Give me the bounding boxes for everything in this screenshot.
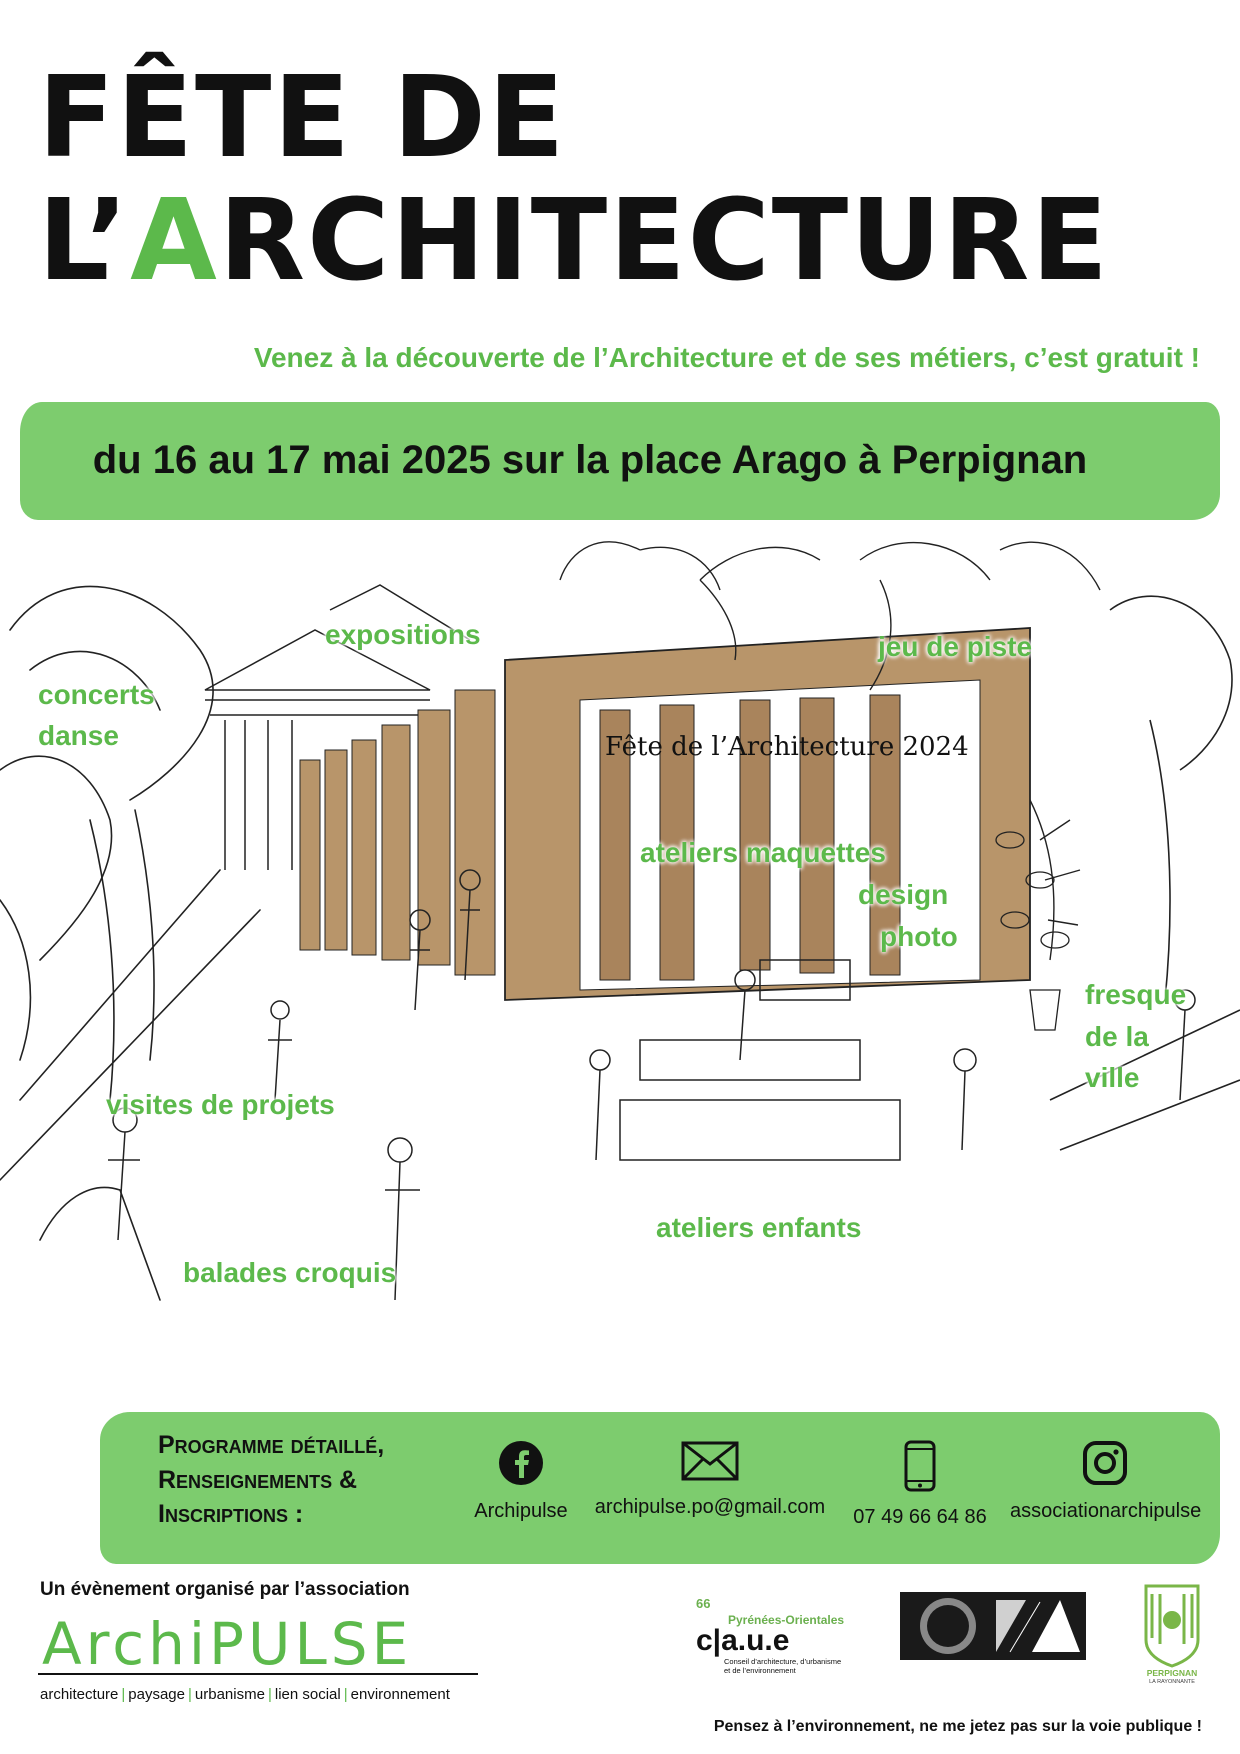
activity-visites: visites de projets bbox=[106, 1089, 335, 1120]
event-date: du 16 au 17 mai 2025 sur la place Arago à Perpignan bbox=[92, 438, 1088, 482]
contact-heading-line: Programme détaillé, bbox=[158, 1431, 385, 1459]
activity-ville: ville bbox=[1085, 1062, 1140, 1093]
perpignan-logo bbox=[1140, 1584, 1204, 1684]
tagline-item: architecture bbox=[40, 1686, 119, 1703]
organiser-text: Un évènement organisé par l’association bbox=[40, 1579, 410, 1600]
contact-heading bbox=[158, 1428, 448, 1532]
perpignan-motto: LA RAYONNANTE bbox=[1149, 1679, 1195, 1684]
contact-email[interactable] bbox=[590, 1440, 830, 1519]
tagline-item: environnement bbox=[350, 1686, 450, 1703]
activity-concerts: concerts bbox=[38, 679, 155, 710]
sketch-trees-right bbox=[1050, 596, 1240, 1150]
activity-ateliers-enfants: ateliers enfants bbox=[656, 1212, 862, 1243]
activity-balades-croquis: balades croquis bbox=[183, 1257, 397, 1288]
phone-icon bbox=[903, 1440, 937, 1492]
tagline-item: paysage bbox=[128, 1686, 185, 1703]
archipulse-wordmark: ArchiPULSE bbox=[42, 1610, 413, 1678]
subtitle: Venez à la découverte de l’Architecture et de ses métiers, c’est gratuit ! bbox=[253, 342, 1200, 373]
activity-fresque: fresque bbox=[1085, 979, 1187, 1010]
caue-region: Pyrénées-Orientales bbox=[728, 1613, 845, 1627]
contact-instagram-label: associationarchipulse bbox=[1010, 1500, 1202, 1522]
contact-facebook-label: Archipulse bbox=[474, 1500, 568, 1522]
contact-phone-label: 07 49 66 64 86 bbox=[853, 1506, 987, 1528]
caue-number: 66 bbox=[696, 1596, 711, 1611]
title-line-2 bbox=[38, 176, 1110, 306]
caue-line1: Conseil d’architecture, d’urbanisme bbox=[724, 1657, 842, 1666]
archipulse-tagline: architecture | paysage | urbanisme | lien social | environnement bbox=[40, 1686, 450, 1703]
mail-icon bbox=[681, 1440, 739, 1482]
contact-facebook[interactable] bbox=[466, 1440, 576, 1523]
ordre-architectes-logo bbox=[900, 1592, 1086, 1660]
title-line-1: FÊTE DE bbox=[38, 53, 567, 183]
title-rest: RCHITECTURE bbox=[218, 176, 1110, 306]
contact-email-label: archipulse.po@gmail.com bbox=[594, 1496, 826, 1518]
instagram-icon bbox=[1082, 1440, 1128, 1486]
activity-danse: danse bbox=[38, 720, 119, 751]
contact-instagram[interactable] bbox=[1010, 1440, 1200, 1523]
activity-photo: photo bbox=[880, 921, 958, 952]
activity-de-la: de la bbox=[1085, 1021, 1149, 1052]
caue-logo bbox=[694, 1588, 894, 1678]
activity-expositions: expositions bbox=[325, 619, 481, 650]
title-accent-letter: A bbox=[130, 176, 219, 306]
perpignan-name: PERPIGNAN bbox=[1146, 1668, 1198, 1678]
activity-jeu-de-piste: jeu de piste bbox=[878, 631, 1033, 662]
facebook-icon bbox=[498, 1440, 544, 1486]
contact-heading-line: Renseignements & bbox=[158, 1465, 358, 1494]
archipulse-logo bbox=[38, 1606, 478, 1678]
activity-design: design bbox=[858, 879, 949, 910]
sketch-sign: Fête de l’Architecture 2024 bbox=[605, 732, 969, 762]
caue-name: c|a.u.e bbox=[696, 1624, 790, 1657]
contact-heading-line: Inscriptions : bbox=[158, 1500, 304, 1528]
title-prefix: L’ bbox=[38, 176, 131, 306]
tagline-item: urbanisme bbox=[194, 1686, 265, 1703]
environment-note: Pensez à l’environnement, ne me jetez pas sur la voie publique ! bbox=[713, 1718, 1202, 1735]
tagline-item: lien social bbox=[274, 1686, 341, 1703]
activity-ateliers-maquettes: ateliers maquettes bbox=[640, 837, 886, 868]
caue-line2: et de l’environnement bbox=[724, 1666, 796, 1675]
contact-phone[interactable] bbox=[840, 1440, 1000, 1529]
